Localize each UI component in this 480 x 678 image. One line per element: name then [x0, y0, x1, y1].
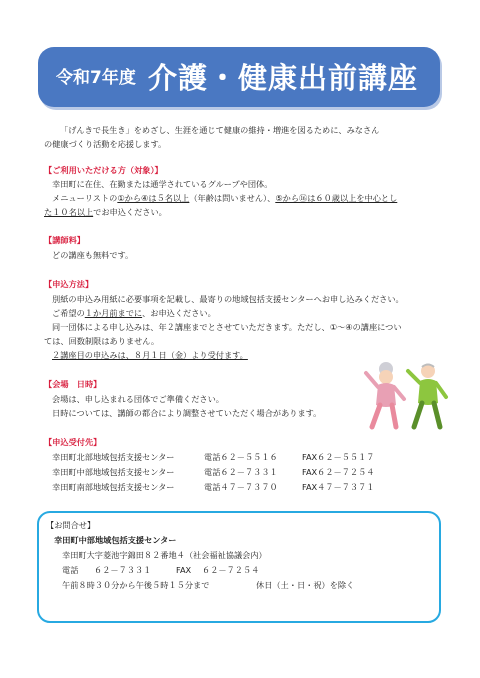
section-heading-target: 【ご利用いただける方（対象）】	[44, 165, 163, 175]
banner-era: 令和7年度	[56, 68, 136, 88]
apply-line-2: ご希望の１か月前までに、お申込ください。	[52, 308, 216, 318]
contact-fax: ６２－７２５４	[202, 565, 260, 575]
office-south-fax: FAX４７－７３７１	[302, 482, 375, 492]
fee-line-1: どの講座も無料です。	[52, 250, 134, 260]
contact-org: 幸田町中部地域包括支援センター	[54, 535, 177, 545]
section-heading-venue: 【会場 日時】	[44, 379, 102, 389]
contact-tel-label: 電話	[62, 565, 79, 575]
intro-line-1: 「げんきで長生き」をめざし、生涯を通じて健康の維持・増進を図るために、みなさん	[60, 125, 380, 135]
target-line-2: メニューリストの①から④は５名以上（年齢は問いません）、⑤から⑯は６０歳以上を中心とし	[52, 193, 398, 203]
intro-line-2: の健康づくり活動を応援します。	[44, 139, 167, 149]
contact-closed: 休日（土・日・祝）を除く	[256, 580, 355, 590]
senior-woman-figure	[366, 362, 404, 427]
office-south-name: 幸田町南部地域包括支援センター	[52, 482, 175, 492]
contact-address: 幸田町大字菱池字錦田８２番地４（社会福祉協議会内）	[62, 550, 267, 560]
target-line-1: 幸田町に在住、在勤または通学されているグループや団体。	[52, 179, 273, 189]
senior-man-figure	[408, 364, 446, 427]
contact-heading: 【お問合せ】	[46, 520, 96, 530]
section-heading-fee: 【講師料】	[44, 235, 85, 245]
apply-line-3: 同一団体による申し込みは、年２講座までとさせていただきます。ただし、①～④の講座につい	[52, 322, 402, 332]
banner-title: 介護・健康出前講座	[148, 61, 419, 95]
office-central-name: 幸田町中部地域包括支援センター	[52, 467, 175, 477]
section-heading-apply: 【申込方法】	[44, 279, 94, 289]
office-north-name: 幸田町北部地域包括支援センター	[52, 452, 175, 462]
venue-line-1: 会場は、申し込まれる団体でご準備ください。	[52, 394, 224, 404]
contact-fax-label: FAX	[176, 565, 192, 575]
office-north-tel: 電話６２－５５１６	[204, 452, 278, 462]
apply-line-1: 別紙の申込み用紙に必要事項を記載し、最寄りの地域包括支援センターへお申し込みください。	[52, 294, 404, 304]
contact-tel: ６２－７３３１	[94, 565, 152, 575]
apply-line-4: ては、回数制限はありません。	[44, 336, 160, 346]
venue-line-2: 日時については、講師の都合により調整させていただく場合があります。	[52, 408, 322, 418]
section-heading-offices: 【申込受付先】	[44, 437, 102, 447]
seniors-stretching-illustration	[362, 361, 454, 433]
office-central-tel: 電話６２－７３３１	[204, 467, 278, 477]
contact-hours: 午前８時３０分から午後５時１５分まで	[62, 580, 210, 590]
target-line-3: た１０名以上でお申込ください。	[44, 207, 167, 217]
apply-line-5: ２講座目の申込みは、８月１日（金）より受付ます。	[52, 350, 248, 360]
office-north-fax: FAX６２－５５１７	[302, 452, 375, 462]
office-south-tel: 電話４７－７３７０	[204, 482, 278, 492]
office-central-fax: FAX６２－７２５４	[302, 467, 375, 477]
